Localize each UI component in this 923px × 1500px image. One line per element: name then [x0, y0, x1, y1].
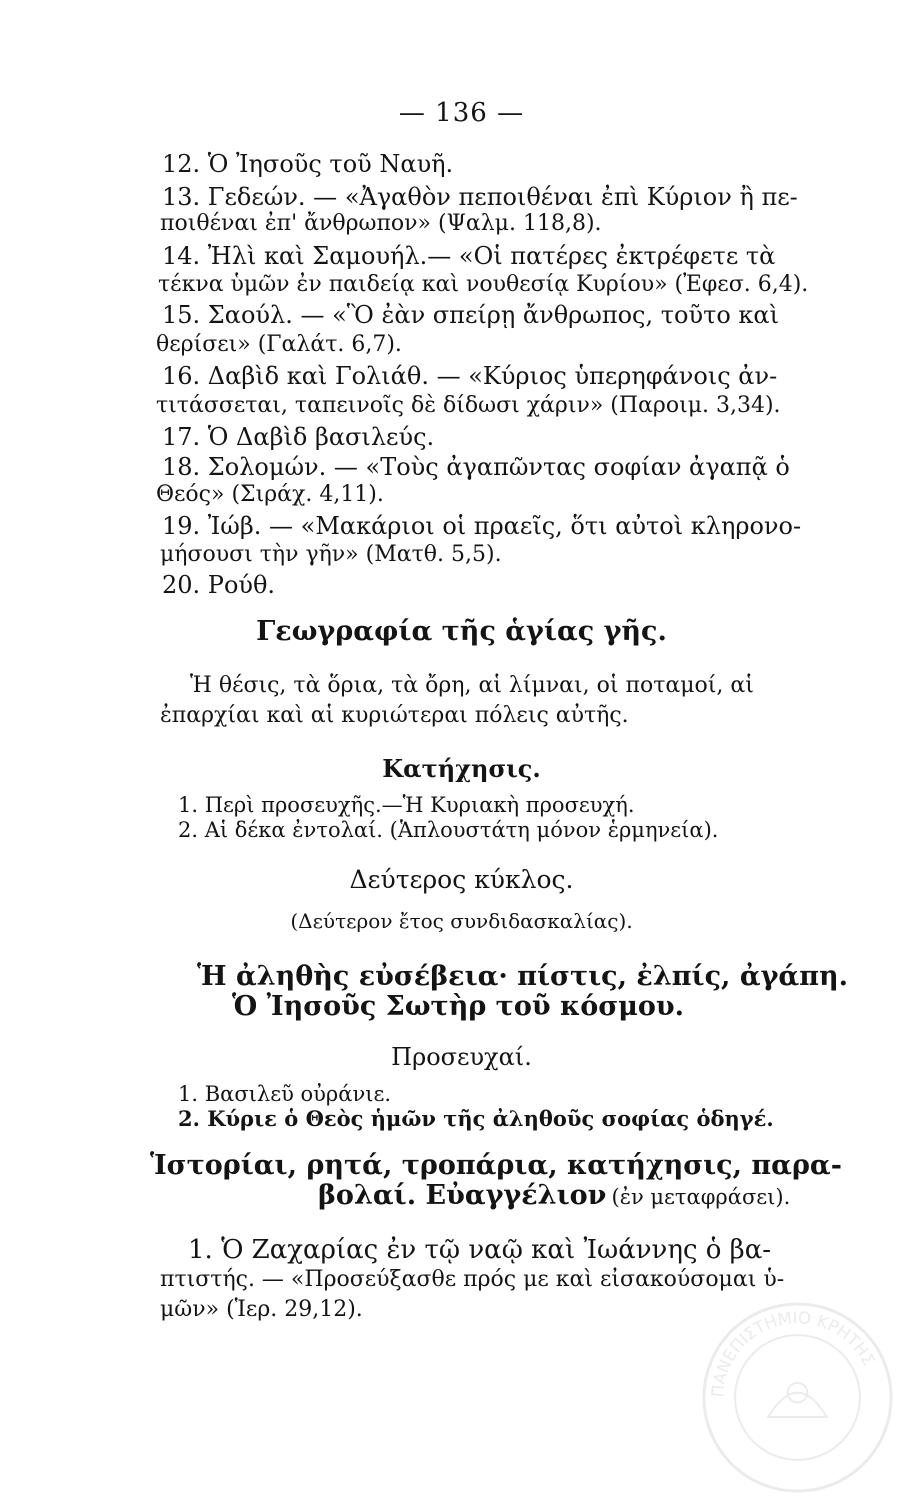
list-two-item-1-cont: πτιστής. — «Προσεύξασθε πρός με καὶ εἰσακούσομαι ὑ- [160, 1267, 785, 1292]
list-item-16-cont: τιτάσσεται, ταπεινοῖς δὲ δίδωσι χάριν» (Παροιμ. 3,34). [156, 393, 781, 418]
true-piety-heading-2: Ὁ Ἰησοῦς Σωτὴρ τοῦ κόσμου. [232, 991, 685, 1022]
list-item-19-cont: μήσουσι τὴν γῆν» (Ματθ. 5,5). [160, 542, 502, 567]
list-item-14-cont: τέκνα ὑμῶν ἐν παιδείᾳ καὶ νουθεσίᾳ Κυρίου» (Ἐφεσ. 6,4). [158, 272, 809, 297]
library-seal-watermark [700, 1300, 895, 1495]
prayers-item-1: 1. Βασιλεῦ οὐράνιε. [178, 1082, 392, 1106]
list-item-20: 20. Ρούθ. [162, 571, 276, 599]
second-cycle-subheading: (Δεύτερον ἔτος συνδιδασκαλίας). [290, 909, 633, 933]
geography-line-1: Ἡ θέσις, τὰ ὅρια, τὰ ὄρη, αἱ λίμναι, οἱ ποταμοί, αἱ [190, 673, 754, 698]
prayers-heading: Προσευχαί. [391, 1043, 532, 1071]
list-item-13: 13. Γεδεών. — «Ἀγαθὸν πεποιθέναι ἐπὶ Κύριον ἢ πε- [162, 183, 798, 211]
list-item-19: 19. Ἰώβ. — «Μακάριοι οἱ πραεῖς, ὅτι αὐτοὶ κληρονο- [162, 512, 802, 540]
list-item-18: 18. Σολομών. — «Τοὺς ἀγαπῶντας σοφίαν ἀγαπᾷ ὁ [162, 453, 790, 481]
list-item-15: 15. Σαούλ. — «Ὃ ἐὰν σπείρῃ ἄνθρωπος, τοῦτο καὶ [162, 301, 780, 329]
list-item-14: 14. Ἠλὶ καὶ Σαμουήλ.— «Οἱ πατέρες ἐκτρέφετε τὰ [162, 242, 776, 270]
list-item-18-cont: Θεός» (Σιράχ. 4,11). [156, 482, 384, 507]
list-item-15-cont: θερίσει» (Γαλάτ. 6,7). [156, 332, 402, 357]
list-two-item-1: 1. Ὁ Ζαχαρίας ἐν τῷ ναῷ καὶ Ἰωάννης ὁ βα- [188, 1235, 772, 1265]
true-piety-heading-1: Ἡ ἀληθὴς εὐσέβεια· πίστις, ἐλπίς, ἀγάπη. [197, 961, 849, 992]
catechesis-item-2: 2. Αἱ δέκα ἐντολαί. (Ἁπλουστάτη μόνον ἑρμηνεία). [178, 818, 719, 842]
prayers-item-2: 2. Κύριε ὁ Θεὸς ἡμῶν τῆς ἀληθοῦς σοφίας ὁδηγέ. [178, 1106, 774, 1131]
list-item-16: 16. Δαβὶδ καὶ Γολιάθ. — «Κύριος ὑπερηφάνοις ἀν- [162, 362, 778, 390]
stories-heading-1: Ἱστορίαι, ρητά, τροπάρια, κατήχησις, παρα- [150, 1150, 842, 1181]
stories-heading-2-row [318, 1182, 790, 1209]
seal-text-path: ΠΑΝΕΠΙΣΤΗΜΙΟ ΚΡΗΤΗΣ [708, 1308, 879, 1398]
list-item-17: 17. Ὁ Δαβὶδ βασιλεύς. [162, 423, 435, 451]
list-two-item-1-cont-2: μῶν» (Ἱερ. 29,12). [160, 1297, 363, 1322]
list-item-13-cont: ποιθέναι ἐπ' ἄνθρωπον» (Ψαλμ. 118,8). [160, 211, 602, 236]
catechesis-item-1: 1. Περὶ προσευχῆς.—Ἡ Κυριακὴ προσευχή. [178, 793, 635, 817]
stories-heading-2: βολαί. Εὐαγγέλιον [318, 1180, 607, 1211]
page-number: — 136 — [398, 98, 525, 128]
catechesis-heading: Κατήχησις. [382, 754, 541, 783]
second-cycle-heading: Δεύτερος κύκλος. [349, 865, 574, 894]
list-item-12: 12. Ὁ Ἰησοῦς τοῦ Ναυῆ. [162, 150, 454, 178]
stories-heading-2-suffix: (ἐν μεταφράσει). [611, 1185, 791, 1209]
geography-line-2: ἐπαρχίαι καὶ αἱ κυριώτεραι πόλεις αὐτῆς. [160, 703, 629, 728]
geography-heading: Γεωγραφία τῆς ἁγίας γῆς. [256, 616, 667, 647]
